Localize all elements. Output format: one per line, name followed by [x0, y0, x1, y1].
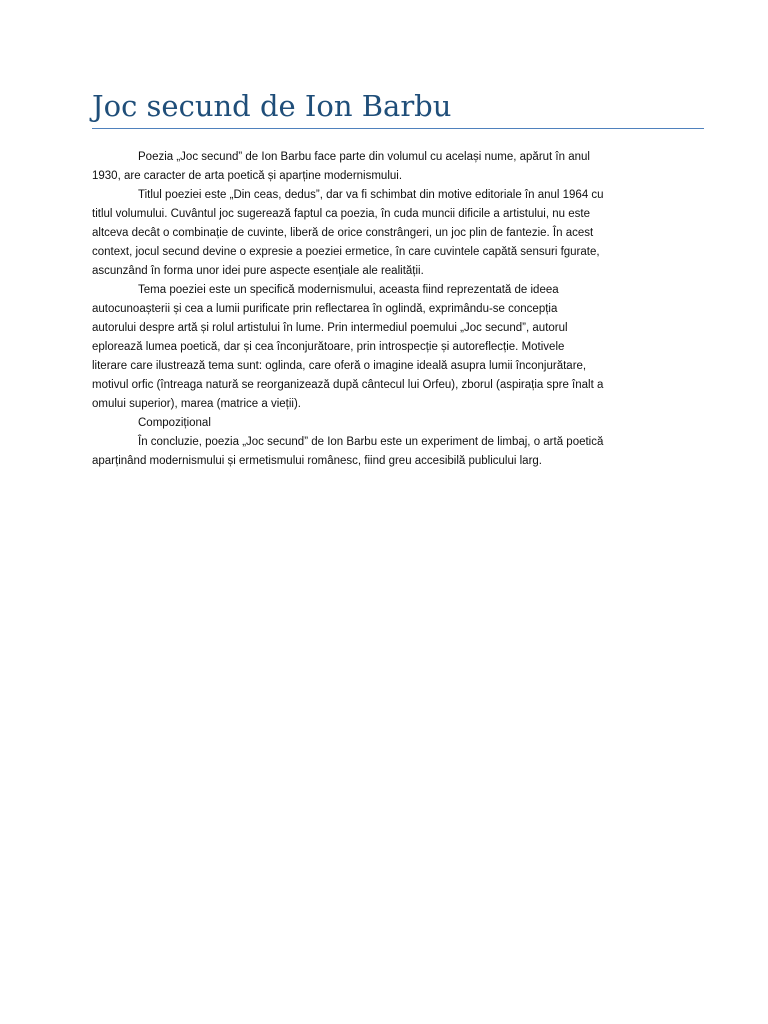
paragraph-line: ascunzând în forma unor idei pure aspecte esențiale ale realității.	[92, 265, 424, 277]
paragraph-line: Tema poeziei este un specifică modernismului, aceasta fiind reprezentată de ideea	[138, 284, 559, 296]
paragraph-line: eplorează lumea poetică, dar și cea înconjurătoare, prin introspecție și autoreflecție. Motivele	[92, 341, 565, 353]
paragraph-line: omului superior), marea (matrice a vieții).	[92, 398, 301, 410]
document-title: Joc secund de Ion Barbu	[92, 89, 452, 123]
section-heading-line: Compozițional	[138, 417, 211, 429]
paragraph-line: context, jocul secund devine o expresie a poeziei ermetice, în care cuvintele capătă sensuri fgurate,	[92, 246, 600, 258]
paragraph-line: autocunoașterii și cea a lumii purificate prin reflectarea în oglindă, exprimându-se concepția	[92, 303, 558, 315]
paragraph-line: 1930, are caracter de arta poetică și aparține modernismului.	[92, 170, 403, 182]
paragraph-line: aparținând modernismului și ermetismului românesc, fiind greu accesibilă publicului larg.	[92, 455, 542, 467]
paragraph-line: motivul orfic (întreaga natură se reorganizează după cântecul lui Orfeu), zborul (aspirația spre înalt a	[92, 379, 604, 391]
paragraph-line: În concluzie, poezia „Joc secund” de Ion Barbu este un experiment de limbaj, o artă poetică	[138, 436, 604, 448]
title-underline-rule	[92, 128, 704, 129]
document-body	[92, 148, 692, 471]
paragraph-line: Poezia „Joc secund” de Ion Barbu face parte din volumul cu același nume, apărut în anul	[138, 151, 590, 163]
paragraph-line: altceva decât o combinație de cuvinte, liberă de orice constrângeri, un joc plin de fantezie. În acest	[92, 227, 594, 239]
paragraph-line: literare care ilustrează tema sunt: oglinda, care oferă o imagine ideală asupra lumii înconjurătare,	[92, 360, 587, 372]
paragraph-line: Titlul poeziei este „Din ceas, dedus”, dar va fi schimbat din motive editoriale în anul 1964 cu	[138, 189, 604, 201]
paragraph-line: autorului despre artă și rolul artistului în lume. Prin intermediul poemului „Joc secund”, autorul	[92, 322, 568, 334]
paragraph-line: titlul volumului. Cuvântul joc sugerează faptul ca poezia, în cuda muncii dificile a artistului, nu este	[92, 208, 590, 220]
